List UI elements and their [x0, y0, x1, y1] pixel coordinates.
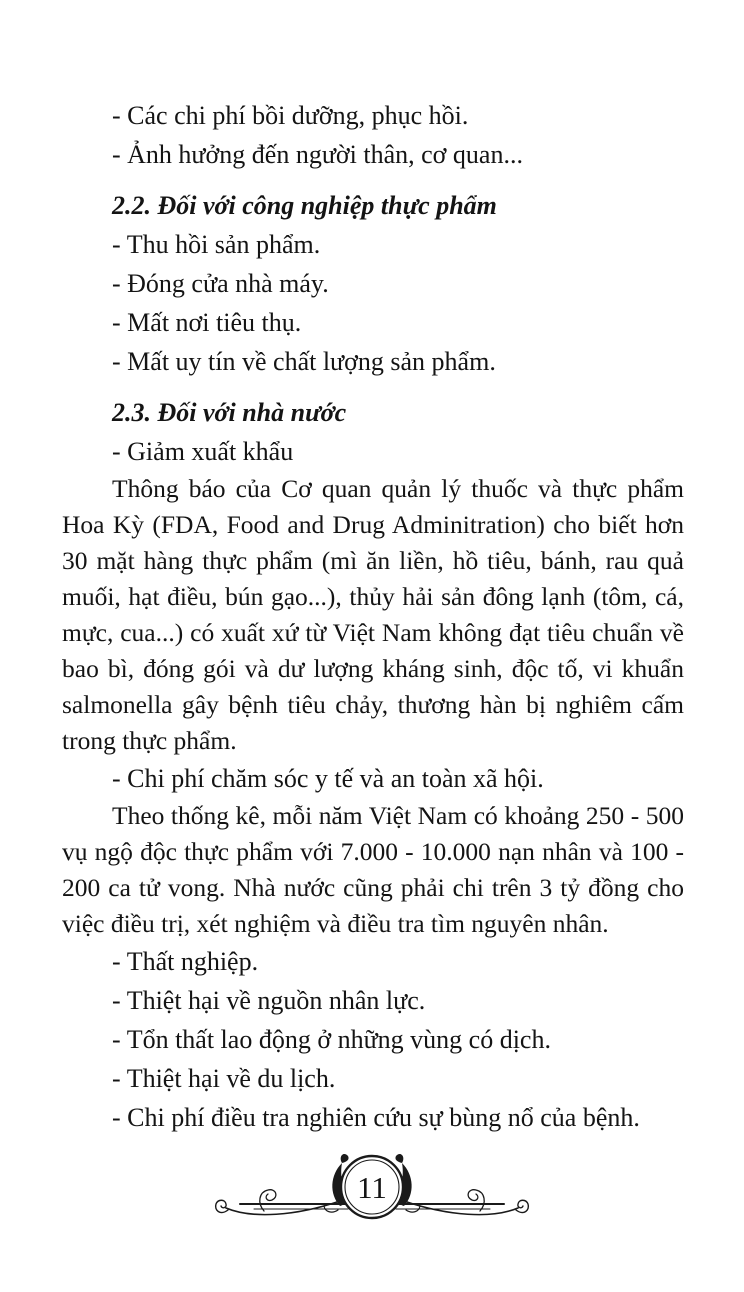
bullet-line: - Mất nơi tiêu thụ.	[112, 308, 302, 337]
bullet-line: - Giảm xuất khẩu	[112, 437, 294, 466]
bullet-line: - Chi phí điều tra nghiên cứu sự bùng nổ của bệnh.	[112, 1103, 640, 1132]
bullet-line: - Đóng cửa nhà máy.	[112, 269, 329, 298]
page-number-ornament	[212, 1142, 532, 1238]
section-heading-2-3: 2.3. Đối với nhà nước	[112, 398, 347, 427]
bullet-line: - Thất nghiệp.	[112, 947, 259, 976]
paragraph-fda: Thông báo của Cơ quan quản lý thuốc và thực phẩm Hoa Kỳ (FDA, Food and Drug Adminitration) cho biết hơn 30 mặt hàng thực phẩm (mì ăn liền, hồ tiêu, bánh, rau quả muối, hạt điều, bún gạo...), thủy hải sản đông lạnh (tôm, cá, mực, cua...) có xuất xứ từ Việt Nam không đạt tiêu chuẩn về bao bì, đóng gói và dư lượng kháng sinh, độc tố, vi khuẩn salmonella gây bệnh tiêu chảy, thương hàn bị nghiêm cấm trong thực phẩm.	[62, 474, 684, 755]
bullet-line: - Chi phí chăm sóc y tế và an toàn xã hội.	[112, 764, 544, 793]
page-number: 11	[357, 1170, 387, 1205]
bullet-line: - Thu hồi sản phẩm.	[112, 230, 321, 259]
bullet-line: - Mất uy tín về chất lượng sản phẩm.	[112, 347, 496, 376]
ornament-flourish-left	[216, 1154, 352, 1215]
section-heading-2-2: 2.2. Đối với công nghiệp thực phẩm	[112, 191, 497, 220]
bullet-line: - Thiệt hại về du lịch.	[112, 1064, 336, 1093]
ornament-flourish-right	[392, 1154, 528, 1215]
bullet-line: - Thiệt hại về nguồn nhân lực.	[112, 986, 426, 1015]
bullet-line: - Ảnh hưởng đến người thân, cơ quan...	[112, 140, 523, 169]
page-footer	[0, 1142, 744, 1238]
page-content	[62, 96, 684, 1137]
bullet-line: - Tổn thất lao động ở những vùng có dịch.	[112, 1025, 551, 1054]
bullet-line: - Các chi phí bồi dưỡng, phục hồi.	[112, 101, 469, 130]
paragraph-statistics: Theo thống kê, mỗi năm Việt Nam có khoảng 250 - 500 vụ ngộ độc thực phẩm với 7.000 - 10.000 nạn nhân và 100 - 200 ca tử vong. Nhà nước cũng phải chi trên 3 tỷ đồng cho việc điều trị, xét nghiệm và điều tra tìm nguyên nhân.	[62, 801, 684, 938]
